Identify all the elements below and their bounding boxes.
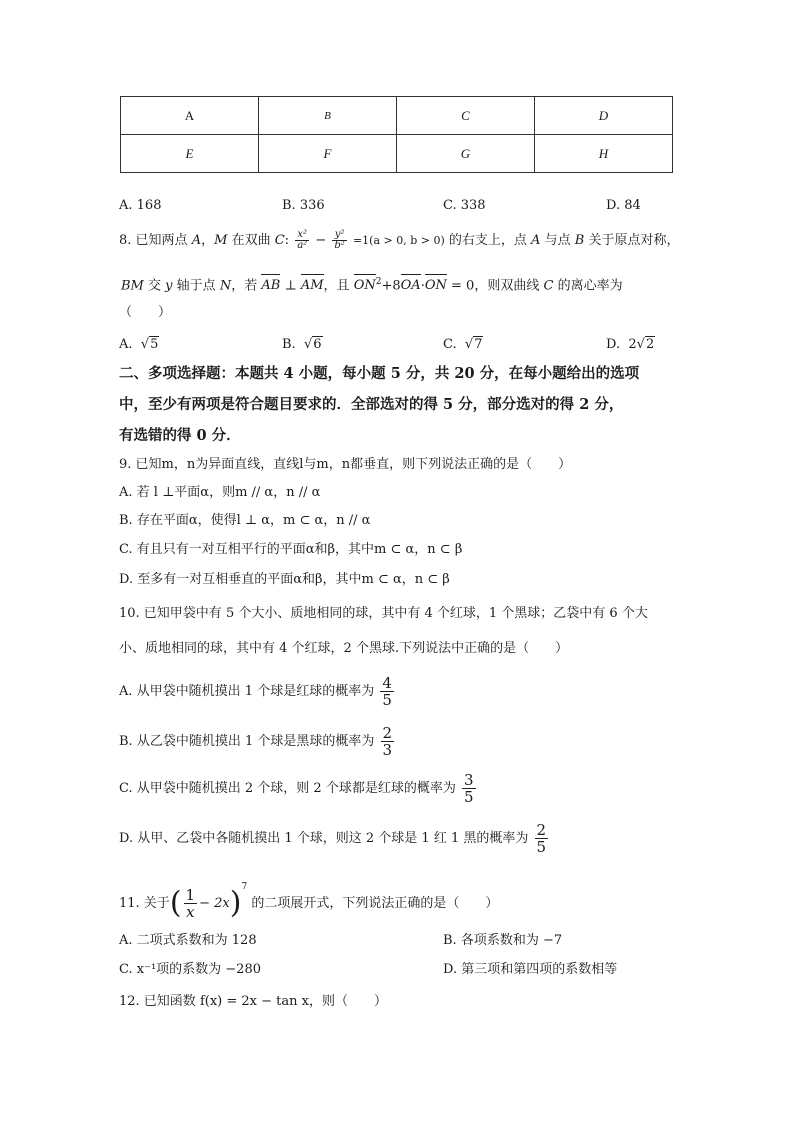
q8-option-b: [282, 336, 323, 354]
table-cell: C: [397, 97, 535, 135]
table-cell: A: [121, 97, 259, 135]
option-label: C.: [443, 337, 457, 352]
text: ，且: [323, 278, 350, 294]
q7-option-d: D. 84: [606, 198, 641, 213]
curve-label: C: [543, 278, 554, 294]
option-text: D. 从甲、乙袋中各随机摸出 1 个球，则这 2 个球是 1 红 1 黑的概率为: [119, 831, 529, 846]
q10-option-d: [119, 822, 550, 855]
q9-option-a: A. 若 l ⊥平面α，则m // α，n // α: [119, 485, 321, 500]
point-label: M: [214, 233, 228, 248]
segment-label: BM: [121, 278, 144, 294]
coefficient: 2: [628, 337, 637, 352]
q11-stem: [119, 878, 498, 920]
denominator: 5: [536, 838, 547, 856]
option-label: B.: [282, 337, 296, 352]
text: 的二项展开式，下列说法正确的是（ ）: [251, 896, 499, 911]
q9-option-c: C. 有且只有一对互相平行的平面α和β，其中m ⊂ α，n ⊂ β: [119, 542, 463, 557]
q7-option-c: C. 338: [443, 198, 486, 213]
option-table: [120, 96, 673, 173]
option-text: B. 从乙袋中随机摸出 1 个球是黑球的概率为: [119, 734, 375, 749]
q10-stem-line1: 10. 已知甲袋中有 5 个大小、质地相同的球，其中有 4 个红球，1 个黑球；乙袋中有 6 个大: [119, 606, 648, 621]
sqrt: √2: [636, 337, 655, 352]
q11-option-a: A. 二项式系数和为 128: [119, 933, 257, 948]
fraction: [381, 725, 395, 758]
q10-option-b: [119, 725, 396, 758]
q11-option-c: C. x⁻¹项的系数为 −280: [119, 962, 261, 977]
q8-line2: [121, 273, 623, 295]
q8-option-c: [443, 336, 483, 354]
exponent: 2: [375, 277, 382, 287]
text: −: [315, 233, 327, 248]
text: ，: [201, 233, 215, 248]
curve-label: C: [274, 233, 285, 248]
q10-stem-line2: 小、质地相同的球，其中有 4 个红球，2 个黑球.下列说法中正确的是（ ）: [119, 641, 569, 656]
q8-option-a: [119, 336, 159, 354]
text: 与点: [544, 233, 571, 248]
q9-stem: 9. 已知m，n为异面直线，直线l与m，n都垂直，则下列说法正确的是（ ）: [119, 457, 572, 472]
fraction: [535, 822, 549, 855]
q11-option-b: B. 各项系数和为 −7: [443, 933, 563, 948]
text: ，若: [231, 278, 258, 294]
denominator: 3: [382, 741, 393, 759]
denominator: b²: [334, 240, 345, 251]
text: = 0: [451, 278, 475, 294]
text: :: [284, 233, 290, 248]
sqrt: √5: [140, 337, 159, 352]
q7-option-a: A. 168: [119, 198, 162, 213]
table-cell: H: [535, 135, 673, 173]
numerator: 2: [536, 821, 547, 839]
equation: =1(a > 0, b > 0): [352, 234, 445, 247]
numerator: 2: [382, 724, 393, 742]
vector: OA: [400, 278, 421, 294]
section-heading-line3: 有选错的得 0 分．: [119, 427, 241, 444]
numerator: 1: [185, 886, 196, 904]
point-label: A: [191, 233, 202, 248]
text: 的右支上，点: [448, 233, 527, 248]
q8-option-d: [606, 336, 655, 354]
q12-stem: 12. 已知函数 f(x) = 2x − tan x，则（ ）: [119, 994, 387, 1009]
q8-answer-paren: （ ）: [119, 305, 172, 320]
text: ·: [420, 278, 425, 294]
denominator: 5: [382, 691, 392, 709]
text: 交: [148, 278, 162, 294]
fraction: [462, 772, 476, 805]
table-row: [121, 97, 673, 135]
vector: ON: [424, 278, 447, 294]
option-text: C. 从甲袋中随机摸出 2 个球，则 2 个球都是红球的概率为: [119, 781, 456, 796]
right-paren: ): [229, 885, 242, 921]
fraction: [295, 230, 309, 251]
q8-line1: [119, 230, 679, 251]
q9-option-d: D. 至多有一对互相垂直的平面α和β，其中m ⊂ α，n ⊂ β: [119, 572, 450, 587]
text: 11. 关于: [119, 896, 170, 911]
q11-option-d: D. 第三项和第四项的系数相等: [443, 962, 618, 977]
vector: ON: [353, 278, 376, 294]
point-label: N: [219, 278, 232, 294]
radicand: 6: [313, 337, 322, 352]
q10-option-a: [119, 675, 396, 708]
q7-option-b: B. 336: [282, 198, 325, 213]
numerator: y²: [332, 230, 346, 241]
table-cell: D: [535, 97, 673, 135]
numerator: 4: [382, 674, 392, 692]
q10-option-c: [119, 772, 478, 805]
point-label: B: [574, 233, 585, 248]
table-cell: B: [259, 97, 397, 135]
numerator: x²: [295, 230, 309, 241]
denominator: a²: [297, 240, 308, 251]
text: +8: [381, 278, 401, 294]
text: 轴于点: [176, 278, 216, 294]
section-heading-line2: 中，至少有两项是符合题目要求的．全部选对的得 5 分，部分选对的得 2 分，: [119, 396, 624, 413]
table-cell: E: [121, 135, 259, 173]
text: ⊥: [284, 278, 297, 294]
fraction: [184, 887, 198, 920]
radicand: 7: [474, 337, 483, 352]
radicand: 2: [645, 337, 655, 352]
sqrt: √7: [464, 337, 483, 352]
exponent: 7: [241, 882, 248, 892]
denominator: x: [186, 903, 195, 921]
text: 在双曲: [231, 233, 271, 248]
vector: AB: [261, 278, 281, 294]
fraction: [380, 675, 394, 708]
table-cell: F: [259, 135, 397, 173]
left-paren: (: [169, 885, 182, 921]
option-label: D.: [606, 337, 621, 352]
text: − 2x: [199, 896, 230, 911]
section-heading-line1: 二、多项选择题：本题共 4 小题，每小题 5 分，共 20 分，在每小题给出的选项: [119, 365, 640, 382]
table-row: [121, 135, 673, 173]
text: ，则双曲线: [474, 278, 540, 294]
vector: AM: [300, 278, 324, 294]
denominator: 5: [463, 788, 474, 806]
text: 关于原点对称，: [588, 233, 680, 248]
option-label: A.: [119, 337, 133, 352]
text: 的离心率为: [557, 278, 623, 294]
sqrt: √6: [303, 337, 322, 352]
option-text: A. 从甲袋中随机摸出 1 个球是红球的概率为: [119, 684, 375, 699]
table-cell: G: [397, 135, 535, 173]
question-number: 8.: [119, 233, 132, 248]
text: 已知两点: [135, 233, 188, 248]
numerator: 3: [463, 771, 474, 789]
radicand: 5: [150, 337, 159, 352]
point-label: A: [531, 233, 541, 248]
axis-label: y: [165, 278, 173, 294]
fraction: [332, 230, 346, 251]
q9-option-b: B. 存在平面α，使得l ⊥ α，m ⊂ α，n // α: [119, 513, 371, 528]
